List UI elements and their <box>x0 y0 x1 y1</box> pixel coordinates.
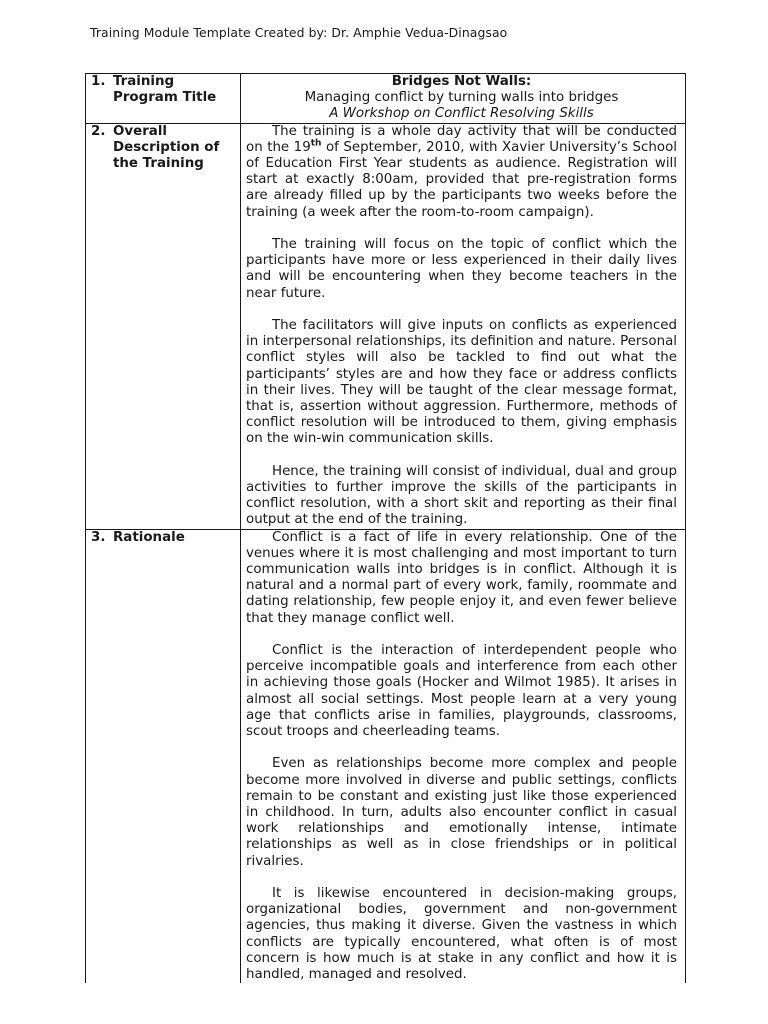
rationale-paragraph: Conflict is the interaction of interdependent people who perceive incompatible goals and interference from each other in achieving those goals (Hocker and Wilmot 1985). It arises in almost all social settings. Most people learn at a very young age that conflicts arise in families, playgrounds, classrooms, scout troops and cheerleading teams. <box>246 643 677 740</box>
description-paragraph <box>246 124 677 221</box>
row-label-cell <box>86 123 241 529</box>
row-number: 2. <box>91 123 106 139</box>
program-tagline: A Workshop on Conflict Resolving Skills <box>329 106 594 122</box>
description-paragraph: The training will focus on the topic of conflict which the participants have more or less experienced in their daily lives and will be encountering when they become teachers in the near future. <box>246 237 677 301</box>
rationale-paragraph: Conflict is a fact of life in every relationship. One of the venues where it is most challenging and most important to turn communication walls into bridges is in conflict. Although it is natural and a normal part of every work, family, roommate and dating relationship, few people enjoy it, and even fewer believe that they manage conflict well. <box>246 529 677 626</box>
training-module-table <box>85 73 686 983</box>
program-subtitle: Managing conflict by turning walls into bridges <box>304 90 619 106</box>
description-paragraph: Hence, the training will consist of individual, dual and group activities to further improve the skills of the participants in conflict resolution, with a short skit and reporting as their final output at the end of the training. <box>246 463 677 528</box>
program-title: Bridges Not Walls: <box>391 74 532 89</box>
row-label-cell <box>86 529 241 983</box>
paragraph-text: The training is a whole day activity that will be conducted on the 19 <box>246 123 677 155</box>
row-label-text: Training Program Title <box>113 74 217 105</box>
program-title-block <box>246 74 677 123</box>
row-content-cell <box>241 123 686 529</box>
row-label-text: Overall Description of the Training <box>113 123 220 171</box>
paragraph-text: of September, 2010, with Xavier University’s School of Education First Year students as audience. Registration will start at exactly 8:00am, provided that pre-registration forms are already filled up by the participants two weeks before the training (a week after the room-to-room campaign). <box>246 139 677 220</box>
page-header: Training Module Template Created by: Dr. Amphie Vedua-Dinagsao <box>90 25 508 40</box>
table-row <box>86 529 686 983</box>
row-number: 1. <box>91 74 106 89</box>
ordinal-suffix: th <box>310 138 322 149</box>
table-row <box>86 74 686 124</box>
table-row <box>86 123 686 529</box>
row-label <box>91 74 240 106</box>
row-label-text: Rationale <box>113 529 185 545</box>
row-content-cell <box>241 74 686 124</box>
row-number: 3. <box>91 529 106 545</box>
row-label-cell <box>86 74 241 124</box>
rationale-paragraph: It is likewise encountered in decision-making groups, organizational bodies, government and non-government agencies, thus making it diverse. Given the vastness in which conflicts are typically encountered, what often is of most concern is how much is at stake in any conflict and how it is handled, managed and resolved. <box>246 886 677 983</box>
rationale-paragraph: Even as relationships become more complex and people become more involved in diverse and public settings, conflicts remain to be constant and existing just like those experienced in childhood. In turn, adults also encounter conflict in casual work relationships and emotionally intense, intimate relationships as well as in close friendships or in political rivalries. <box>246 756 677 869</box>
row-label <box>91 124 240 172</box>
row-content-cell <box>241 529 686 983</box>
row-label <box>91 530 240 546</box>
description-paragraph: The facilitators will give inputs on conflicts as experienced in interpersonal relationships, its definition and nature. Personal conflict styles will also be tackled to find out what the participants’ styles are and how they face or address conflicts in their lives. They will be taught of the clear message format, that is, assertion without aggression. Furthermore, methods of conflict resolution will be introduced to them, giving emphasis on the win-win communication skills. <box>246 318 677 447</box>
